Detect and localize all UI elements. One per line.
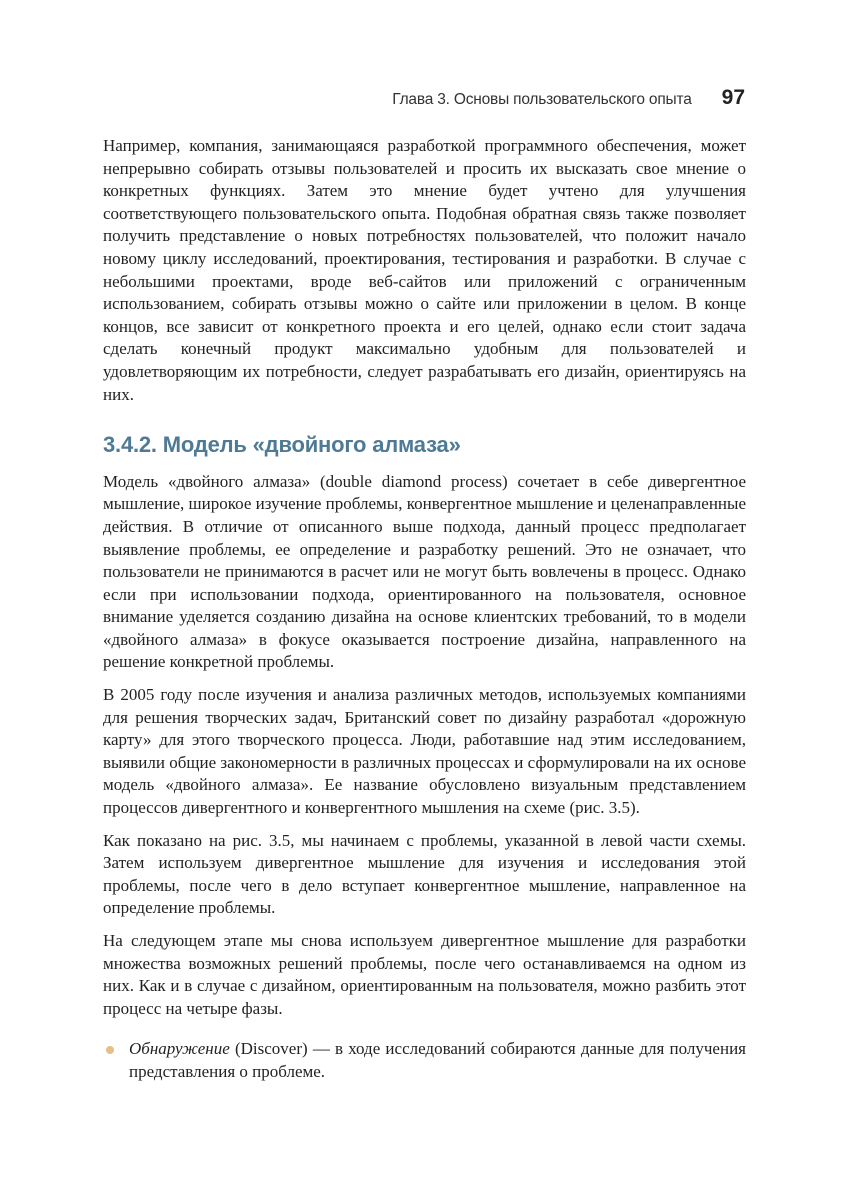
paragraph: В 2005 году после изучения и анализа различных методов, используемых компаниями для решения творческих задач, Британский совет по дизайну разработал «дорожную карту» для этого творческого процесса. Люди, работавшие над этим исследованием, выявили общие закономерности в различных процессах и сформулировали на их основе модель «двойного алмаза». Ее название обусловлено визуальным представлением процессов дивергентного и конвергентного мышления на схеме (рис. 3.5). [103,685,746,818]
paragraph: Модель «двойного алмаза» (double diamond process) сочетает в себе дивергентное мышление, широкое изучение проблемы, конвергентное мышление и целенаправленные действия. В отличие от описанного выше подхода, данный процесс предполагает выявление проблемы, ее определение и разработку решений. Это не означает, что пользователи не принимаются в расчет или не могут быть вовлечены в процесс. Однако если при использовании подхода, ориентированного на пользователя, основное внимание уделяется созданию дизайна на основе клиентских требований, то в модели «двойного алмаза» в фокусе оказывается построение дизайна, направленного на решение конкретной проблемы. [103,471,746,672]
intro-paragraph: Например, компания, занимающаяся разработкой программного обеспечения, может непрерывно собирать отзывы пользователей и просить их высказать свое мнение о конкретных функциях. Затем это мнение будет учтено для улучшения соответствующего пользовательского опыта. Подобная обратная связь также позволяет получить представление о новых потребностях пользователей, что положит начало новому циклу исследований, проектирования, тестирования и разработки. В случае с небольшими проектами, вроде веб-сайтов или приложений с ограниченным использованием, собирать отзывы можно о сайте или приложении в целом. В конце концов, все зависит от конкретного проекта и его целей, однако если стоит задача сделать конечный продукт максимально удобным для пользователей и удовлетворяющим их потребности, следует разрабатывать его дизайн, ориентируясь на них. [103,136,746,404]
list-item [103,1038,746,1083]
page-number: 97 [721,86,745,109]
page-body [103,135,746,1084]
bullet-icon [106,1046,114,1054]
chapter-title: Глава 3. Основы пользовательского опыта [392,91,692,108]
phase-list [103,1038,746,1083]
paragraph: Как показано на рис. 3.5, мы начинаем с проблемы, указанной в левой части схемы. Затем используем дивергентное мышление для изучения и исследования этой проблемы, после чего в дело вступает конвергентное мышление, направленное на определение проблемы. [103,830,746,918]
bullet-term: Обнаружение [129,1039,230,1059]
running-header [392,86,745,110]
paragraph: На следующем этапе мы снова используем дивергентное мышление для разработки множества возможных решений проблемы, после чего останавливаемся на одном из них. Как и в случае с дизайном, ориентированным на пользователя, можно разбить этот процесс на четыре фазы. [103,931,746,1018]
bullet-text: (Discover) — в ходе исследований собираются данные для получения представления о проблеме. [129,1039,746,1081]
section-heading: 3.4.2. Модель «двойного алмаза» [103,432,461,458]
